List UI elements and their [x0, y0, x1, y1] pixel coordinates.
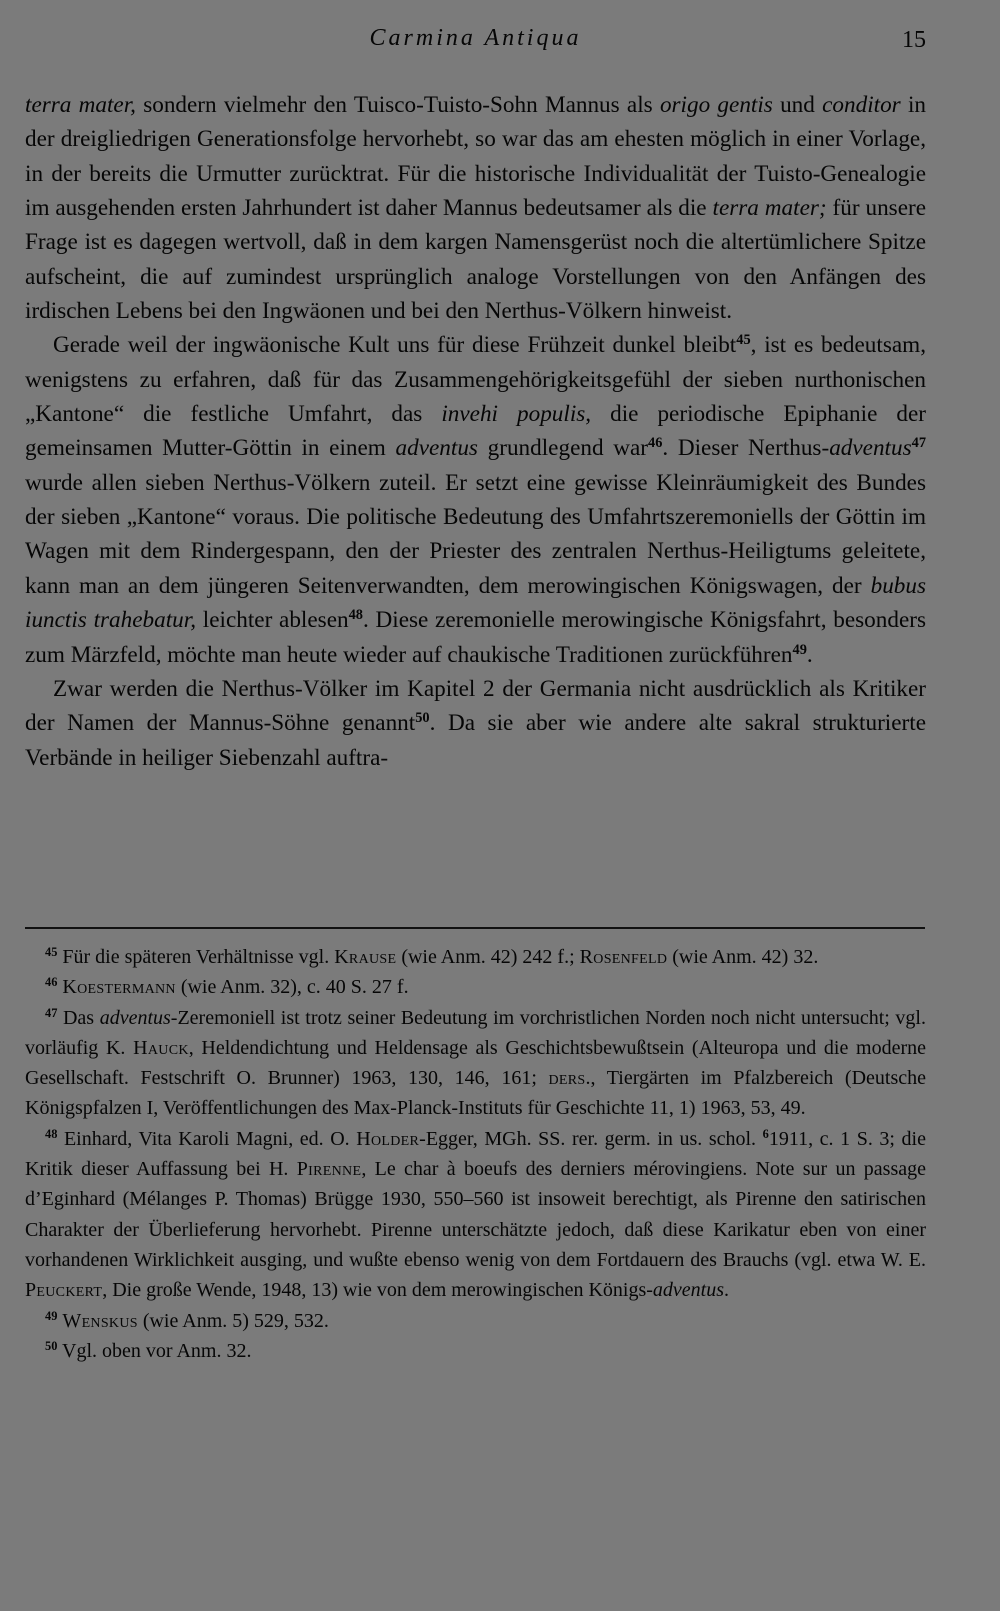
- text-segment: sondern vielmehr den Tuisco-Tuisto-Sohn Mannus als: [135, 92, 660, 118]
- text-segment: adventus: [829, 435, 912, 462]
- text-segment: (wie Anm. 32), c. 40 S. 27 f.: [175, 976, 409, 999]
- author-name: Koestermann: [62, 976, 176, 999]
- author-name: Hauck: [133, 1036, 189, 1059]
- author-name: Wenskus: [62, 1309, 138, 1332]
- footnote-45: [25, 942, 926, 972]
- text-segment: in der dreigliedrigen Generationsfolge hervorhebt, so war das am ehesten möglich in einer Vorlage, in der bereits die Urmutter zurücktrat. Für die historische Individualität der Tuisto-Genealogie im ausgehenden ersten Jahrhundert ist daher Mannus bedeutsamer als die: [25, 92, 926, 222]
- text-segment: Das: [57, 1006, 100, 1029]
- text-segment: , Heldendichtung und Heldensage als Geschichtsbewußtsein (Alteuropa und die moderne Gesellschaft. Festschrift O. Brunner) 1963, 130, 146, 161;: [25, 1036, 926, 1090]
- author-name: Peuckert: [25, 1279, 103, 1302]
- paragraph: [25, 328, 926, 671]
- text-segment: adventus: [99, 1006, 171, 1029]
- footnote-number: 50: [45, 1339, 58, 1354]
- text-segment: Gerade weil der ingwäonische Kult uns für diese Frühzeit dunkel bleibt: [53, 332, 737, 359]
- footnotes: [25, 942, 926, 1366]
- text-segment: die periodische Epiphanie der gemeinsamen Mutter-Göttin in einem: [25, 401, 926, 462]
- footnote-number: 48: [45, 1126, 58, 1141]
- paragraph: [25, 672, 926, 775]
- text-segment: -Zeremoniell ist trotz seiner Bedeutung im vorchristlichen Norden noch nicht untersucht; vgl. vorläufig K.: [25, 1006, 926, 1059]
- text-segment: terra mater;: [712, 195, 827, 222]
- footnote-48: [25, 1124, 926, 1306]
- author-name: Pirenne: [296, 1158, 362, 1181]
- page-header: [25, 22, 926, 56]
- text-segment: , Le char à boeufs des derniers mérovingiens. Note sur un passage d’Eginhard (Mélanges P. Thomas) Brügge 1930, 550–560 ist insoweit berechtigt, als Pirenne den satirischen Charakter der Überlieferung hervorhebt. Pirenne unterschätzte jedoch, daß diese Karikatur eben von einer vorhandenen Wirklichkeit ausging, und wußte ebenso wenig von dem Fortdauern des Brauchs (vgl. etwa W. E.: [25, 1158, 926, 1271]
- footnote-reference[interactable]: 47: [911, 435, 926, 452]
- footnote-49: [25, 1306, 926, 1336]
- author-name: Rosenfeld: [579, 946, 668, 968]
- text-segment: (wie Anm. 42) 32.: [667, 946, 819, 968]
- footnote-reference[interactable]: 49: [792, 641, 807, 658]
- text-segment: Einhard, Vita Karoli Magni, ed. O.: [57, 1127, 357, 1150]
- text-segment: Zwar werden die Nerthus-Völker im Kapitel 2 der Germania nicht ausdrücklich als Kritiker der Namen der Mannus-Söhne genannt: [25, 675, 926, 737]
- footnote-46: [25, 972, 926, 1002]
- footnote-number: 46: [45, 975, 58, 990]
- text-segment: wurde allen sieben Nerthus-Völkern zuteil. Er setzt eine gewisse Kleinräumigkeit des Bundes der sieben „Kantone“ voraus. Die politische Bedeutung des Umfahrtszeremoniells der Göttin im Wagen mit dem Rindergespann, den der Priester des zentralen Nerthus-Heiligtums geleitete, kann man an dem jüngeren Seitenverwandten, dem merowingischen Königswagen, der: [25, 469, 926, 599]
- text-segment: bubus iunctis trahebatur,: [25, 572, 926, 634]
- footnote-reference[interactable]: 50: [415, 710, 430, 727]
- text-segment: (wie Anm. 42) 242 f.;: [396, 946, 580, 968]
- footnote-number: 45: [45, 945, 58, 960]
- edition-number: 6: [762, 1126, 769, 1141]
- text-segment: , Die große Wende, 1948, 13) wie von dem merowingischen Königs-: [102, 1279, 653, 1302]
- text-segment: invehi populis,: [441, 401, 592, 428]
- author-name: ders: [548, 1067, 586, 1090]
- footnote-number: 49: [45, 1308, 58, 1323]
- footnote-reference[interactable]: 48: [348, 607, 363, 624]
- text-segment: für unsere Frage ist es dagegen wertvoll, daß in dem kargen Namensgerüst noch die altertümlichere Spitze aufscheint, die auf zumindest ursprünglich analoge Vorstellungen von den Anfängen des irdischen Lebens bei den Ingwäonen und bei den Nerthus-Völkern hinweist.: [25, 195, 926, 325]
- text-segment: origo gentis: [659, 92, 773, 118]
- text-segment: terra mater,: [25, 92, 136, 118]
- text-segment: leichter ablesen: [196, 607, 349, 634]
- main-text: [25, 88, 926, 775]
- text-segment: adventus: [652, 1279, 725, 1302]
- footnote-reference[interactable]: 45: [736, 332, 751, 349]
- text-segment: .: [724, 1279, 730, 1302]
- running-head: Carmina Antiqua: [369, 25, 582, 51]
- text-segment: (wie Anm. 5) 529, 532.: [137, 1309, 329, 1332]
- text-segment: grundlegend war: [477, 435, 648, 462]
- text-segment: . Dieser Nerthus-: [662, 435, 830, 462]
- author-name: Holder: [356, 1127, 420, 1150]
- footnote-50: [25, 1336, 926, 1366]
- footnote-reference[interactable]: 46: [648, 435, 663, 452]
- text-segment: und: [772, 92, 823, 118]
- text-segment: . Diese zeremonielle merowingische Königsfahrt, besonders zum Märzfeld, möchte man heute wieder auf chaukische Traditionen zurückführen: [25, 607, 927, 668]
- text-segment: 1911, c. 1 S. 3; die Kritik dieser Auffassung bei H.: [25, 1127, 926, 1181]
- text-segment: Vgl. oben vor Anm. 32.: [57, 1339, 252, 1362]
- author-name: Krause: [334, 946, 397, 968]
- text-segment: . Da sie aber wie andere alte sakral strukturierte Verbände in heiliger Siebenzahl auftra-: [25, 710, 926, 771]
- text-segment: ., Tiergärten im Pfalzbereich (Deutsche Königspfalzen I, Veröffentlichungen des Max-Planck-Instituts für Geschichte 11, 1) 1963, 53, 49.: [25, 1067, 926, 1120]
- footnote-47: [25, 1003, 926, 1124]
- text-segment: -Egger, MGh. SS. rer. germ. in us. schol.: [419, 1127, 763, 1150]
- footnote-divider: [25, 927, 925, 929]
- text-segment: .: [806, 641, 813, 668]
- paragraph: [25, 88, 926, 328]
- text-segment: , ist es bedeutsam, wenigstens zu erfahren, daß für das Zusammengehörigkeitsgefühl der sieben nurthonischen „Kantone“ die festliche Umfahrt, das: [25, 332, 926, 428]
- text-segment: adventus: [395, 435, 478, 462]
- text-segment: conditor: [822, 92, 901, 118]
- page-number: 15: [902, 27, 926, 53]
- footnote-number: 47: [45, 1005, 58, 1020]
- text-segment: Für die späteren Verhältnisse vgl.: [57, 946, 335, 968]
